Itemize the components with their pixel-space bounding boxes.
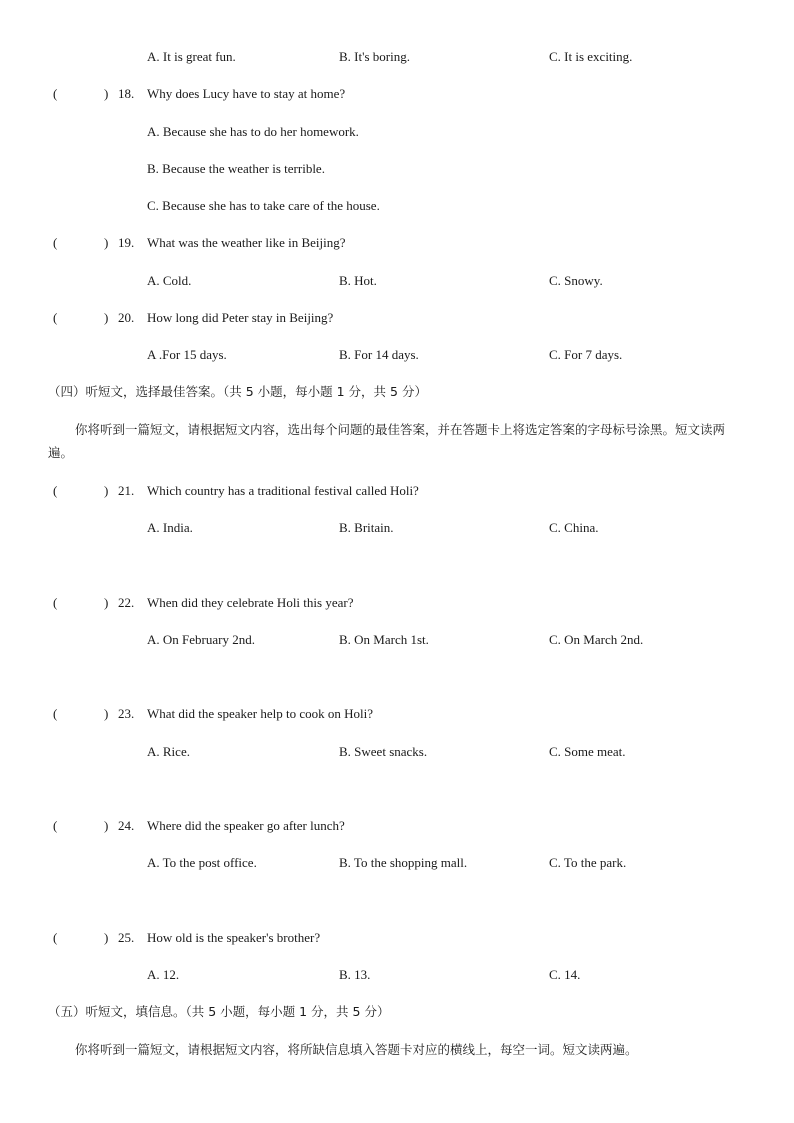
question-number: 22. xyxy=(118,595,135,610)
section-instructions: 你将听到一篇短文，请根据短文内容，将所缺信息填入答题卡对应的横线上，每空一词。短文读两遍。 xyxy=(75,1042,638,1057)
question-number: 20. xyxy=(118,310,135,325)
question-number: 24. xyxy=(118,818,135,833)
question-text: What did the speaker help to cook on Holi? xyxy=(147,706,373,721)
option-a: A. On February 2nd. xyxy=(147,632,255,647)
option-b: B. Britain. xyxy=(339,520,394,535)
answer-close-paren: ) xyxy=(104,706,109,721)
question-text: How old is the speaker's brother? xyxy=(147,930,321,945)
question-text: Where did the speaker go after lunch? xyxy=(147,818,345,833)
answer-open-paren: ( xyxy=(53,818,58,833)
option-b: B. 13. xyxy=(339,967,371,982)
option-c: C. Snowy. xyxy=(549,273,603,288)
option-a: A. Rice. xyxy=(147,744,190,759)
option-c: C. 14. xyxy=(549,967,581,982)
answer-close-paren: ) xyxy=(104,818,109,833)
option-c: C. It is exciting. xyxy=(549,49,633,64)
option-c: C. Because she has to take care of the house. xyxy=(147,198,380,213)
option-a: A. Cold. xyxy=(147,273,192,288)
answer-open-paren: ( xyxy=(53,235,58,250)
answer-open-paren: ( xyxy=(53,483,58,498)
answer-close-paren: ) xyxy=(104,235,109,250)
option-c: C. To the park. xyxy=(549,855,627,870)
question-text: Which country has a traditional festival called Holi? xyxy=(147,483,419,498)
option-b: B. It's boring. xyxy=(339,49,410,64)
answer-close-paren: ) xyxy=(104,310,109,325)
answer-close-paren: ) xyxy=(104,930,109,945)
option-a: A. India. xyxy=(147,520,193,535)
section-instructions: 你将听到一篇短文，请根据短文内容，选出每个问题的最佳答案，并在答题卡上将选定答案的字母标号涂黑。短文读两遍。 xyxy=(48,422,726,460)
question-number: 25. xyxy=(118,930,135,945)
option-b: B. On March 1st. xyxy=(339,632,429,647)
option-b: B. Sweet snacks. xyxy=(339,744,428,759)
question-text: When did they celebrate Holi this year? xyxy=(147,595,354,610)
option-c: C. China. xyxy=(549,520,599,535)
section-heading: （五）听短文，填信息。（共 5 小题，每小题 1 分，共 5 分） xyxy=(48,1004,390,1019)
answer-close-paren: ) xyxy=(104,86,109,101)
option-c: C. For 7 days. xyxy=(549,347,623,362)
question-text: Why does Lucy have to stay at home? xyxy=(147,86,346,101)
option-a: A. 12. xyxy=(147,967,180,982)
answer-close-paren: ) xyxy=(104,595,109,610)
option-c: C. On March 2nd. xyxy=(549,632,644,647)
answer-open-paren: ( xyxy=(53,595,58,610)
option-a: A. It is great fun. xyxy=(147,49,236,64)
option-b: B. To the shopping mall. xyxy=(339,855,468,870)
question-text: How long did Peter stay in Beijing? xyxy=(147,310,334,325)
option-b: B. Because the weather is terrible. xyxy=(147,161,325,176)
question-number: 21. xyxy=(118,483,135,498)
question-text: What was the weather like in Beijing? xyxy=(147,235,346,250)
question-number: 23. xyxy=(118,706,135,721)
answer-open-paren: ( xyxy=(53,706,58,721)
option-b: B. For 14 days. xyxy=(339,347,419,362)
option-a: A. To the post office. xyxy=(147,855,257,870)
answer-open-paren: ( xyxy=(53,310,58,325)
option-b: B. Hot. xyxy=(339,273,377,288)
question-number: 18. xyxy=(118,86,135,101)
question-number: 19. xyxy=(118,235,135,250)
option-a: A. Because she has to do her homework. xyxy=(147,124,359,139)
option-c: C. Some meat. xyxy=(549,744,626,759)
answer-open-paren: ( xyxy=(53,930,58,945)
section-heading: （四）听短文，选择最佳答案。（共 5 小题，每小题 1 分，共 5 分） xyxy=(48,384,427,399)
option-a: A .For 15 days. xyxy=(147,347,227,362)
answer-close-paren: ) xyxy=(104,483,109,498)
answer-open-paren: ( xyxy=(53,86,58,101)
